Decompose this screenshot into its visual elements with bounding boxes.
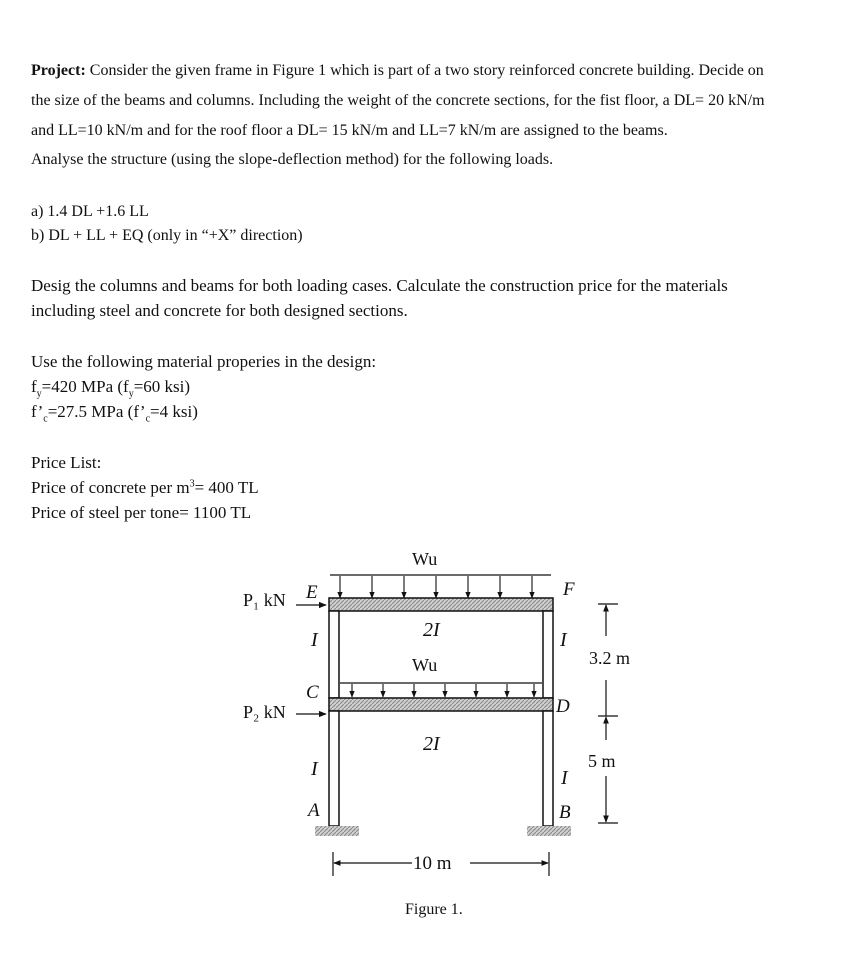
fixed-support-b	[527, 826, 571, 836]
price-list-title: Price List:	[31, 453, 102, 472]
node-f: F	[563, 579, 575, 600]
p2-label: P₂ kN	[243, 702, 286, 722]
node-c: C	[306, 682, 319, 703]
figure-caption: Figure 1.	[405, 901, 463, 918]
load-case-b: b) DL + LL + EQ (only in “+X” direction)	[31, 227, 303, 244]
node-e: E	[306, 582, 318, 603]
floor-beam-inertia: 2I	[423, 733, 440, 755]
fy-c: =60 ksi)	[133, 377, 191, 396]
column-ce	[329, 611, 339, 698]
price-concrete-b: = 400 TL	[194, 478, 259, 497]
roof-beam-inertia: 2I	[423, 619, 440, 641]
column-df	[543, 611, 553, 698]
fc-sub2: c	[145, 413, 151, 425]
column-bd-inertia: I	[561, 767, 568, 789]
p1-label: P₁ kN	[243, 590, 286, 610]
column-ce-inertia: I	[311, 629, 318, 651]
project-line-3: and LL=10 kN/m and for the roof floor a DL= 15 kN/m and LL=7 kN/m are assigned to the beams.	[31, 122, 668, 139]
load-arrows-mid	[352, 684, 534, 697]
column-bd	[543, 711, 553, 826]
fy-sub2: y	[128, 388, 134, 400]
wu-mid-label: Wu	[412, 655, 438, 675]
node-d: D	[556, 696, 570, 717]
fixed-support-a	[315, 826, 359, 836]
wu-top-label: Wu	[412, 549, 438, 569]
design-line-1: Desig the columns and beams for both loading cases. Calculate the construction price for the materials	[31, 276, 728, 295]
fc-a: f’	[31, 402, 44, 421]
floor-beam	[329, 698, 553, 711]
price-concrete-sup: 3	[189, 478, 195, 490]
node-b: B	[559, 802, 571, 823]
column-ac	[329, 711, 339, 826]
materials-intro: Use the following material properies in the design:	[31, 352, 377, 371]
node-a: A	[308, 800, 320, 821]
column-df-inertia: I	[560, 629, 567, 651]
fc-sub: c	[43, 413, 48, 425]
fc-b: =27.5 MPa (f’	[47, 402, 146, 421]
project-line-4: Analyse the structure (using the slope-deflection method) for the following loads.	[31, 151, 554, 168]
design-line-2: including steel and concrete for both designed sections.	[31, 301, 408, 320]
roof-beam	[329, 598, 553, 611]
fy-a: f	[31, 377, 37, 396]
load-arrows-top	[340, 576, 532, 598]
project-text-1: Consider the given frame in Figure 1 which is part of a two story reinforced concrete building. Decide on	[89, 62, 764, 79]
load-case-a: a) 1.4 DL +1.6 LL	[31, 203, 149, 220]
column-ac-inertia: I	[311, 758, 318, 780]
dim-span-label: 10 m	[413, 853, 452, 874]
fc-c: =4 ksi)	[150, 402, 198, 421]
dim-lower-label: 5 m	[588, 751, 616, 771]
project-label: Project:	[31, 62, 86, 79]
price-concrete-a: Price of concrete per m	[31, 478, 190, 497]
fy-sub: y	[36, 388, 42, 400]
project-line-2: the size of the beams and columns. Including the weight of the concrete sections, for the fist floor, a DL= 20 kN/m	[31, 92, 765, 109]
fy-b: =420 MPa (f	[41, 377, 129, 396]
price-steel: Price of steel per tone= 1100 TL	[31, 503, 252, 522]
dim-upper-label: 3.2 m	[589, 648, 631, 668]
